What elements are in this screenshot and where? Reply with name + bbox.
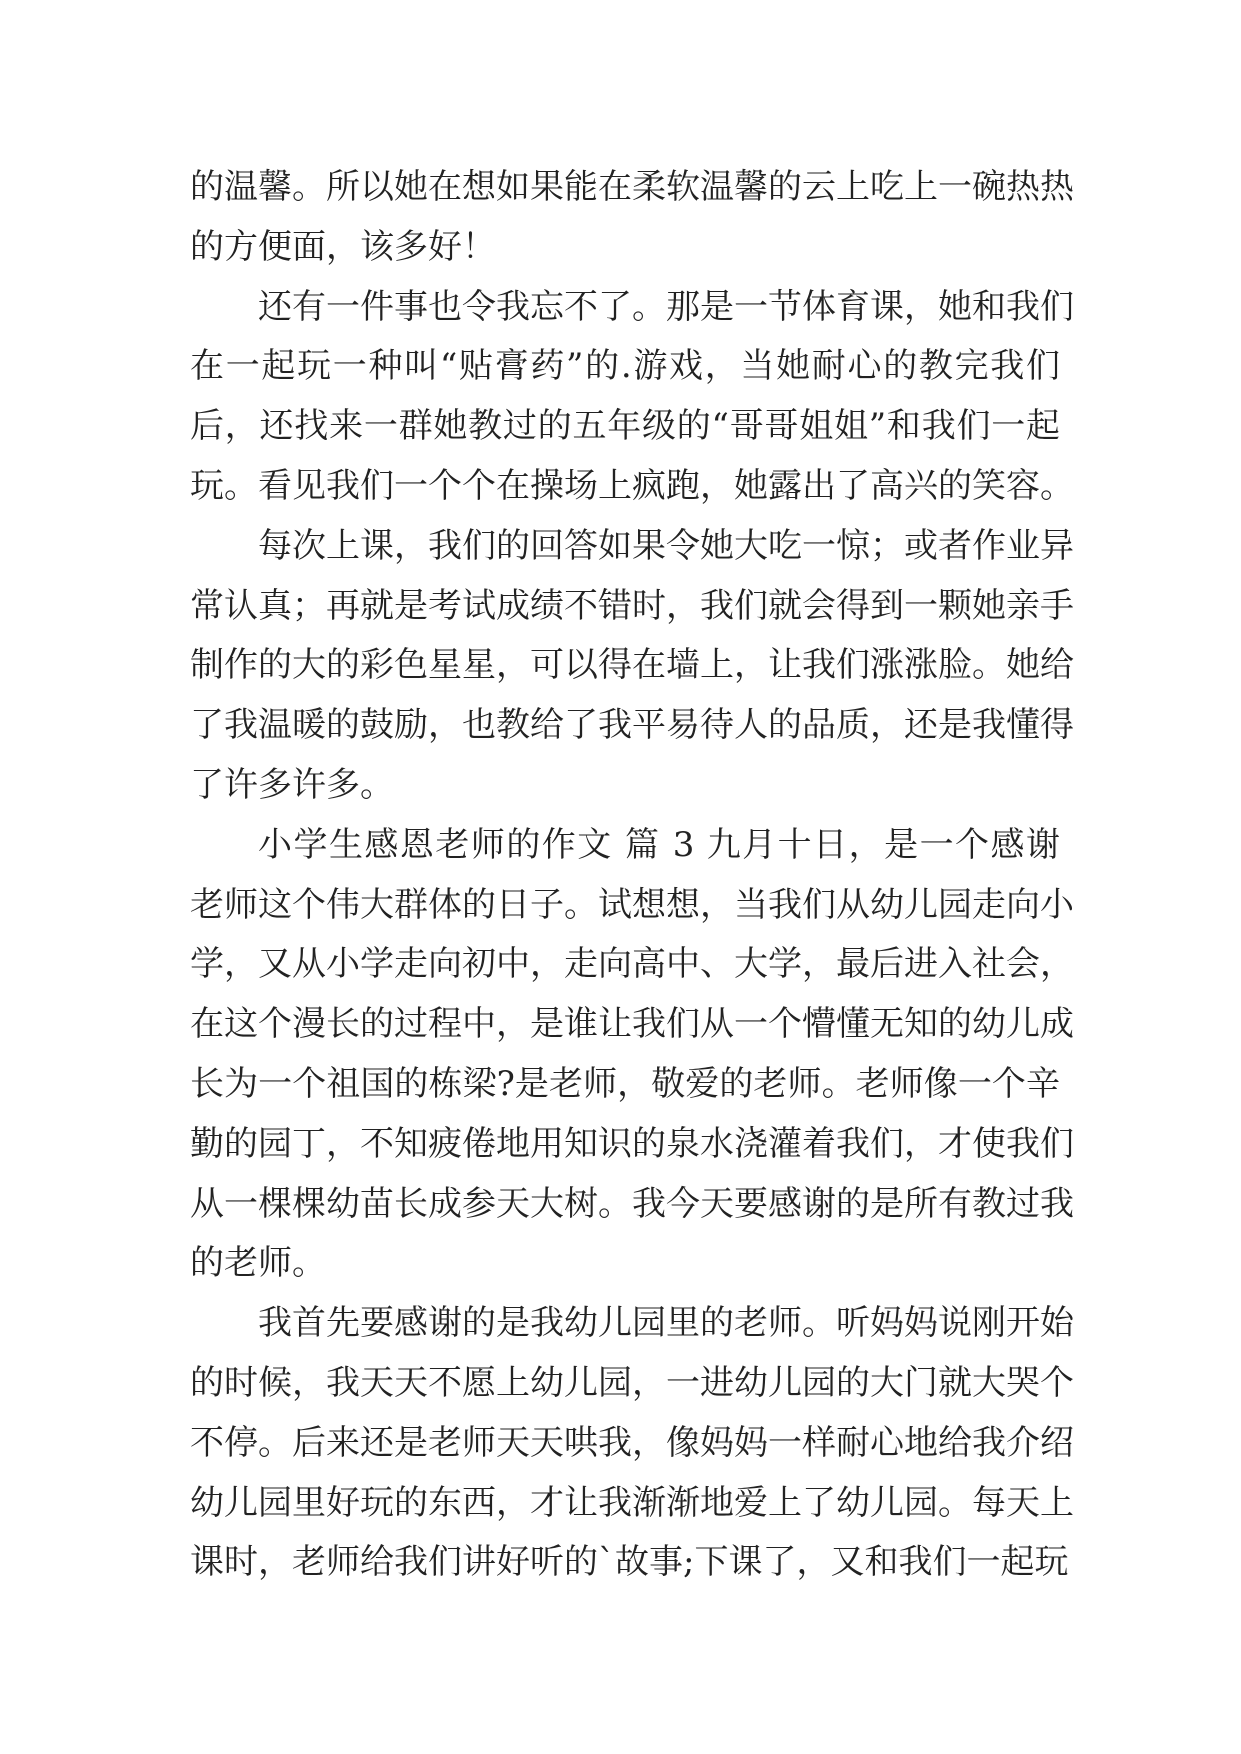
text-line: 了我温暖的鼓励，也教给了我平易待人的品质，还是我懂得	[190, 705, 1074, 746]
text-line: 常认真；再就是考试成绩不错时，我们就会得到一颗她亲手	[190, 585, 1074, 626]
text-line: 学，又从小学走向初中，走向高中、大学，最后进入社会，	[190, 944, 1074, 985]
text-line: 我首先要感谢的是我幼儿园里的老师。听妈妈说刚开始	[258, 1303, 1074, 1344]
text-line: 每次上课，我们的回答如果令她大吃一惊；或者作业异	[258, 525, 1074, 566]
text-line: 不停。后来还是老师天天哄我，像妈妈一样耐心地给我介绍	[190, 1422, 1074, 1463]
text-line: 还有一件事也令我忘不了。那是一节体育课，她和我们	[258, 286, 1074, 327]
text-line: 制作的大的彩色星星，可以得在墙上，让我们涨涨脸。她给	[190, 645, 1074, 686]
text-line: 小学生感恩老师的作文 篇 3 九月十日，是一个感谢	[258, 824, 1060, 865]
text-line: 在一起玩一种叫“贴膏药”的.游戏，当她耐心的教完我们	[190, 346, 1060, 387]
text-line: 从一棵棵幼苗长成参天大树。我今天要感谢的是所有教过我	[190, 1183, 1074, 1224]
text-line: 了许多许多。	[190, 764, 394, 805]
text-line: 的老师。	[190, 1243, 326, 1284]
document-body	[190, 158, 1074, 1593]
text-line: 勤的园丁，不知疲倦地用知识的泉水浇灌着我们，才使我们	[190, 1123, 1074, 1164]
text-line: 幼儿园里好玩的东西，才让我渐渐地爱上了幼儿园。每天上	[190, 1482, 1074, 1523]
text-line: 的温馨。所以她在想如果能在柔软温馨的云上吃上一碗热热	[190, 167, 1074, 207]
text-line: 的时候，我天天不愿上幼儿园，一进幼儿园的大门就大哭个	[190, 1362, 1074, 1403]
text-line: 长为一个祖国的栋梁?是老师，敬爱的老师。老师像一个辛	[190, 1063, 1060, 1104]
text-line: 在这个漫长的过程中，是谁让我们从一个懵懂无知的幼儿成	[190, 1004, 1074, 1045]
text-line: 课时，老师给我们讲好听的`故事;下课了，又和我们一起玩	[190, 1542, 1069, 1583]
text-line: 后，还找来一群她教过的五年级的“哥哥姐姐”和我们一起	[190, 406, 1060, 447]
text-line: 的方便面，该多好！	[190, 226, 496, 267]
text-line: 老师这个伟大群体的日子。试想想，当我们从幼儿园走向小	[190, 884, 1074, 925]
text-line: 玩。看见我们一个个在操场上疯跑，她露出了高兴的笑容。	[190, 465, 1074, 506]
